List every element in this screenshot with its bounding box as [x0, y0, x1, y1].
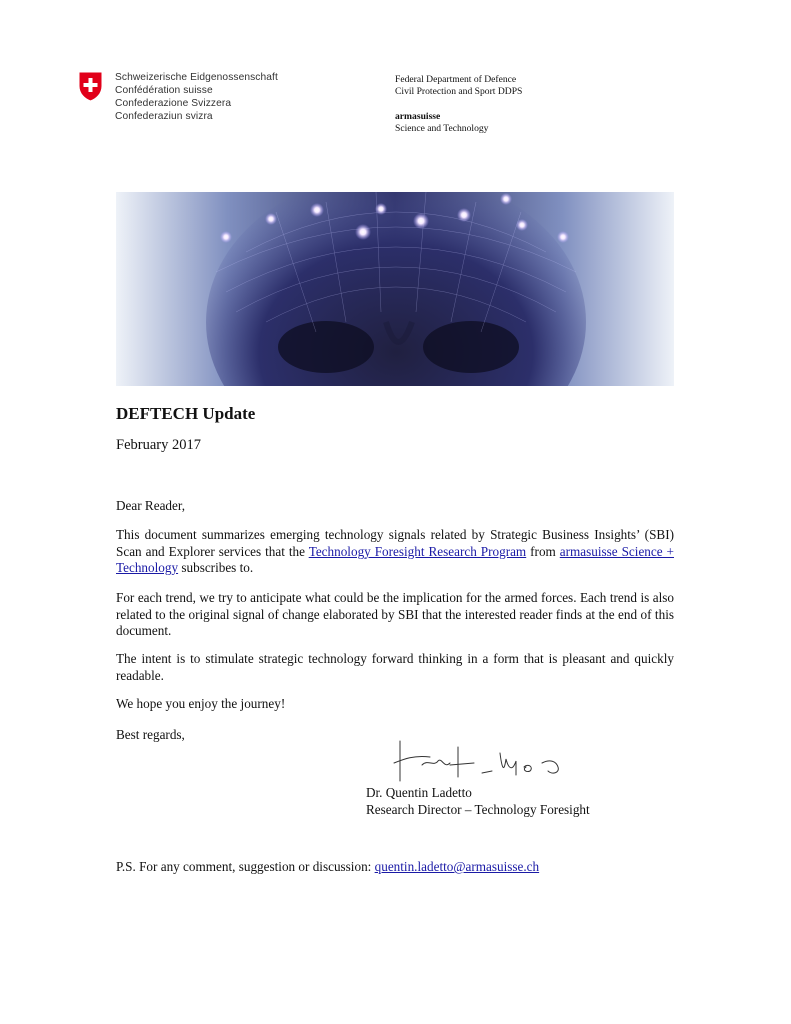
greeting: Dear Reader,: [116, 498, 186, 513]
handwritten-signature-icon: [392, 737, 582, 785]
postscript-label: P.S. For any comment, suggestion or discussion:: [116, 859, 375, 874]
intro-text-1: This document summarizes emerging technology signals related by Strategic Business Insights’ (SBI) Scan and Explorer services that the: [116, 527, 674, 559]
confederation-line-it: Confederazione Svizzera: [115, 98, 232, 109]
postscript: [116, 859, 539, 875]
closing-line: Best regards,: [116, 727, 185, 742]
intro-text-3: subscribes to.: [178, 560, 254, 576]
trend-text: For each trend, we try to anticipate what could be the implication for the armed forces. Each trend is also related to the original signal of change elaborated by SBI that the interested reader finds at the end of this document.: [116, 590, 674, 639]
signer-title: Research Director – Technology Foresight: [366, 802, 590, 817]
confederation-line-rm: Confederaziun svizra: [115, 111, 213, 122]
department-block: [395, 74, 522, 134]
intent-paragraph: [116, 651, 674, 684]
confederation-line-fr: Confédération suisse: [115, 85, 213, 96]
journey-line: We hope you enjoy the journey!: [116, 696, 286, 711]
confederation-line-de: Schweizerische Eidgenossenschaft: [115, 72, 278, 83]
document-title: DEFTECH Update: [116, 404, 256, 423]
banner-image: [116, 192, 674, 386]
signer-block: [366, 784, 590, 818]
intro-paragraph: [116, 527, 674, 577]
signer-name: Dr. Quentin Ladetto: [366, 785, 472, 800]
department-line-2: Civil Protection and Sport DDPS: [395, 85, 523, 97]
confederation-name-block: [115, 71, 278, 123]
office-unit: Science and Technology: [395, 122, 489, 134]
armasuisse-link[interactable]: armasuisse Science + Technology: [116, 543, 674, 576]
office-name: armasuisse: [395, 111, 441, 122]
document-date: February 2017: [116, 437, 201, 453]
swiss-coat-of-arms-icon: [78, 71, 103, 102]
intro-text-2: from: [526, 543, 560, 559]
department-line-1: Federal Department of Defence: [395, 74, 517, 85]
intent-text: The intent is to stimulate strategic technology forward thinking in a form that is pleasant and quickly readable.: [116, 651, 674, 683]
trend-paragraph: [116, 590, 674, 640]
foresight-program-link[interactable]: Technology Foresight Research Program: [308, 543, 527, 559]
contact-email-link[interactable]: quentin.ladetto@armasuisse.ch: [374, 859, 540, 874]
